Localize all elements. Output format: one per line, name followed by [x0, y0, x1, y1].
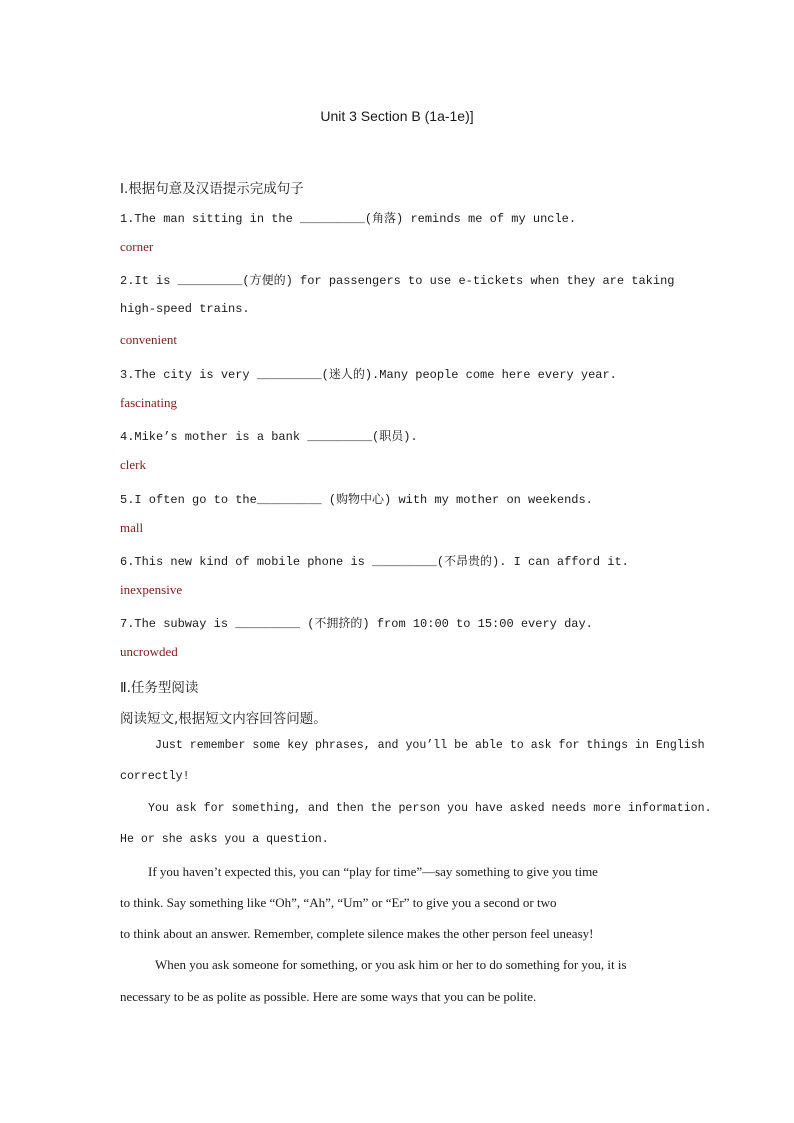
question-4: 4.Mike’s mother is a bank _________(职员).	[120, 430, 418, 444]
question-3: 3.The city is very _________(迷人的).Many people come here every year.	[120, 368, 617, 382]
question-7: 7.The subway is _________ (不拥挤的) from 10:00 to 15:00 every day.	[120, 617, 593, 631]
paragraph-3-line-2: to think. Say something like “Oh”, “Ah”, “Um” or “Er” to give you a second or two	[120, 895, 557, 910]
paragraph-3-line-1: If you haven’t expected this, you can “play for time”—say something to give you time	[148, 864, 598, 879]
answer-3: fascinating	[120, 395, 178, 410]
question-1: 1.The man sitting in the _________(角落) reminds me of my uncle.	[120, 212, 577, 226]
answer-1: corner	[120, 239, 154, 254]
paragraph-2-line-2: He or she asks you a question.	[120, 833, 329, 846]
question-2-line-2: high-speed trains.	[120, 302, 250, 316]
question-2-line-1: 2.It is _________(方便的) for passengers to use e-tickets when they are taking	[120, 274, 675, 288]
answer-2: convenient	[120, 332, 178, 347]
answer-7: uncrowded	[120, 644, 178, 659]
paragraph-4-line-1: When you ask someone for something, or you ask him or her to do something for you, it is	[155, 957, 627, 972]
paragraph-1-line-2: correctly!	[120, 770, 190, 783]
answer-4: clerk	[120, 457, 146, 472]
section-1-heading: Ⅰ.根据句意及汉语提示完成句子	[120, 181, 304, 197]
paragraph-2-line-1: You ask for something, and then the person you have asked needs more information.	[148, 802, 712, 815]
paragraph-4-line-2: necessary to be as polite as possible. Here are some ways that you can be polite.	[120, 989, 537, 1004]
answer-5: mall	[120, 520, 144, 535]
paragraph-3-line-3: to think about an answer. Remember, complete silence makes the other person feel uneasy!	[120, 926, 594, 941]
paragraph-1-line-1: Just remember some key phrases, and you’ll be able to ask for things in English	[155, 739, 705, 752]
section-2-heading: Ⅱ.任务型阅读	[120, 680, 199, 696]
question-6: 6.This new kind of mobile phone is _________(不昂贵的). I can afford it.	[120, 555, 629, 569]
question-5: 5.I often go to the_________ (购物中心) with my mother on weekends.	[120, 493, 593, 507]
page-title: Unit 3 Section B (1a-1e)]	[320, 108, 474, 124]
answer-6: inexpensive	[120, 582, 183, 597]
section-2-instruction: 阅读短文,根据短文内容回答问题。	[120, 711, 327, 727]
